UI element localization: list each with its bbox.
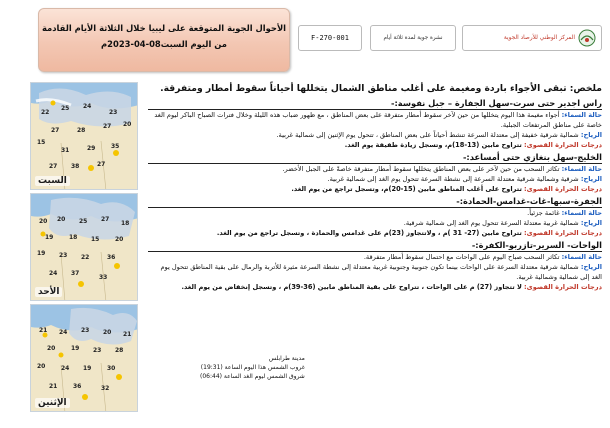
temp-text: تتراوح مابين (13-18)م، وتسجل زيادة طفيفة يوم الغد. <box>344 141 522 149</box>
region-title: راس اجدير حتى سرت-سهل الجفارة – جبل نفوسة:- <box>148 98 602 110</box>
temp-text: تتراوح مابين (27- 31 )م ، ولاتتجاوز (23)م على غدامس والحمادة ، وتسجل تراجع من يوم الغد. <box>216 229 522 237</box>
map-temp: 28 <box>77 127 86 134</box>
region-block <box>148 98 602 150</box>
region-block <box>148 240 602 292</box>
map-temp: 24 <box>49 270 58 277</box>
wind-row <box>148 262 602 282</box>
temp-label: درجات الحرارة القصوى: <box>524 141 602 149</box>
map-temp: 28 <box>115 347 124 354</box>
sky-row <box>148 208 602 218</box>
map-day-label: الإثنين <box>35 398 70 408</box>
forecast-map-saturday <box>30 82 138 190</box>
map-temp: 18 <box>69 234 78 241</box>
map-temp: 37 <box>71 270 80 277</box>
header <box>0 8 610 72</box>
bulletin-subtitle: نشرة جوية لمدة ثلاثة أيام <box>370 25 456 51</box>
map-temp: 19 <box>83 365 92 372</box>
map-temp: 20 <box>123 121 132 128</box>
wind-text: شرقية وشمالية شرقية معتدلة السرعة إلى نشطة السرعة تتحول يوم الغد إلى شمالية غربية. <box>327 175 579 183</box>
map-temp: 27 <box>103 123 112 130</box>
map-graphic <box>31 83 138 190</box>
map-temp: 22 <box>81 254 90 261</box>
temp-label: درجات الحرارة القصوى: <box>524 185 602 193</box>
map-temp: 20 <box>103 329 112 336</box>
map-graphic <box>31 194 138 301</box>
title-box <box>38 8 290 72</box>
sky-row <box>148 164 602 174</box>
sky-label: حالة السماء: <box>561 253 602 261</box>
forecast-map-sunday <box>30 193 138 301</box>
map-temp: 23 <box>109 109 118 116</box>
map-temp: 33 <box>99 274 108 281</box>
map-temp: 27 <box>49 163 58 170</box>
wind-label: الرياح: <box>580 219 602 227</box>
map-temp: 27 <box>101 216 110 223</box>
map-temp: 30 <box>107 365 116 372</box>
map-temp: 21 <box>123 331 132 338</box>
title-line1: الأحوال الجوية المتوقعة على ليبيا خلال الثلاثة الأيام القادمة <box>41 23 287 33</box>
map-temp: 36 <box>107 254 116 261</box>
sky-label: حالة السماء: <box>561 209 602 217</box>
map-temp: 25 <box>79 218 88 225</box>
map-temp: 20 <box>57 216 66 223</box>
sky-row <box>148 252 602 262</box>
temp-row <box>148 140 602 150</box>
map-temp: 24 <box>83 103 92 110</box>
sunset-time: غروب الشمس هذا اليوم الساعة (19:31) <box>200 364 305 371</box>
map-temp: 19 <box>37 250 46 257</box>
region-block <box>148 196 602 238</box>
map-temp: 21 <box>49 383 58 390</box>
forecast-maps <box>30 82 138 412</box>
map-temp: 15 <box>37 139 46 146</box>
temp-text: لا تتجاوز (27) م على الواحات ، تتراوح على بقية المناطق مابين (36-39)م ، وتسجل إنخفاض من يوم الغد. <box>181 283 522 291</box>
map-temp: 31 <box>61 147 70 154</box>
region-title: الواحات- السرير-تازربو-الكفرة:- <box>148 240 602 252</box>
map-temp: 23 <box>93 347 102 354</box>
footer-city: مدينة طرابلس <box>268 355 305 362</box>
map-temp: 23 <box>59 252 68 259</box>
map-temp: 24 <box>59 329 68 336</box>
wind-label: الرياح: <box>580 175 602 183</box>
map-temp: 32 <box>101 385 110 392</box>
wind-label: الرياح: <box>580 131 602 139</box>
temp-label: درجات الحرارة القصوى: <box>524 283 602 291</box>
map-temp: 18 <box>121 220 130 227</box>
sky-text: تكاثر السحب صباح اليوم على الواحات مع احتمال سقوط أمطار متفرقة. <box>363 253 560 261</box>
sun-times <box>200 354 305 381</box>
forecast-map-monday <box>30 304 138 412</box>
map-temp: 25 <box>61 105 70 112</box>
wind-text: شمالية غربية معتدلة السرعة تتحول يوم الغد إلى شمالية شرقية. <box>403 219 579 227</box>
forecast-text <box>148 82 602 292</box>
map-temp: 27 <box>51 127 60 134</box>
map-temp: 20 <box>47 345 56 352</box>
wind-text: شمالية شرقية خفيفة إلى معتدلة السرعة تنشط أحياناً على بعض المناطق ، تتحول يوم الإثنين إلى شمالية غربية. <box>276 131 579 139</box>
document-code: F-270-001 <box>298 25 362 51</box>
region-block <box>148 152 602 194</box>
center-name-box <box>462 25 602 51</box>
temp-label: درجات الحرارة القصوى: <box>524 229 602 237</box>
wind-label: الرياح: <box>580 263 602 271</box>
map-temp: 23 <box>81 327 90 334</box>
map-temp: 24 <box>61 365 70 372</box>
map-temp: 20 <box>39 218 48 225</box>
map-temp: 38 <box>71 163 80 170</box>
temp-text: تتراوح على أغلب المناطق مابين (15-20)م، وتسجل تراجع من يوم الغد. <box>291 185 522 193</box>
sky-text: غائمة جزئياً. <box>527 209 560 217</box>
sky-text: أجواء مغيمة هذا اليوم يتخللها من حين لآخر سقوط أمطار متفرقة على بعض المناطق ، مع ظهور ضباب هذه الليلة وخلال فترات الصباح الباكر ليوم الغد خاصة على مناطق المرتفعات الجبلية. <box>154 111 602 129</box>
map-temp: 35 <box>111 143 120 150</box>
temp-row <box>148 228 602 238</box>
sky-row <box>148 110 602 130</box>
center-name: المركز الوطني للأرصاد الجوية <box>503 35 575 41</box>
wind-row <box>148 218 602 228</box>
map-temp: 19 <box>71 345 80 352</box>
map-temp: 20 <box>115 236 124 243</box>
wind-row <box>148 130 602 140</box>
map-day-label: السبت <box>35 176 70 186</box>
sky-label: حالة السماء: <box>561 165 602 173</box>
title-line2: من اليوم السبت08-04-2023م <box>101 39 227 49</box>
map-temp: 22 <box>41 109 50 116</box>
summary: ملخص: تبقى الأجواء باردة ومغيمة على أغلب مناطق الشمال يتخللها أحياناً سقوط أمطار ومتفرقة. <box>160 83 602 94</box>
sunrise-time: شروق الشمس ليوم الغد الساعة (06:44) <box>200 373 305 380</box>
map-day-label: الأحد <box>35 287 62 297</box>
map-temp: 21 <box>39 327 48 334</box>
sky-text: تكاثر السحب من حين لآخر على بعض المناطق يتخللها سقوط أمطار متفرقة خاصةً على الجبل الأخضر. <box>282 165 560 173</box>
map-graphic <box>31 305 138 412</box>
met-center-logo-icon <box>577 28 597 48</box>
sky-label: حالة السماء: <box>561 111 602 119</box>
region-title: الخليج-سهل بنغازي حتى أمساعد:- <box>148 152 602 164</box>
wind-text: شمالية شرقية معتدلة السرعة على الواحات بينما تكون جنوبية وجنوبية غربية معتدلة إلى نشطة السرعة مثيرة للأتربة والرمال على بقية المناطق تتحول يوم الغد إلى شمالية وشمالية غربية. <box>160 263 602 281</box>
map-temp: 20 <box>37 363 46 370</box>
map-temp: 15 <box>91 236 100 243</box>
map-temp: 36 <box>73 383 82 390</box>
map-temp: 29 <box>87 145 96 152</box>
region-title: الجفرة-سبها-غات-غدامس-الحمادة:- <box>148 196 602 208</box>
map-temp: 27 <box>97 161 106 168</box>
temp-row <box>148 184 602 194</box>
map-temp: 19 <box>45 234 54 241</box>
temp-row <box>148 282 602 292</box>
wind-row <box>148 174 602 184</box>
